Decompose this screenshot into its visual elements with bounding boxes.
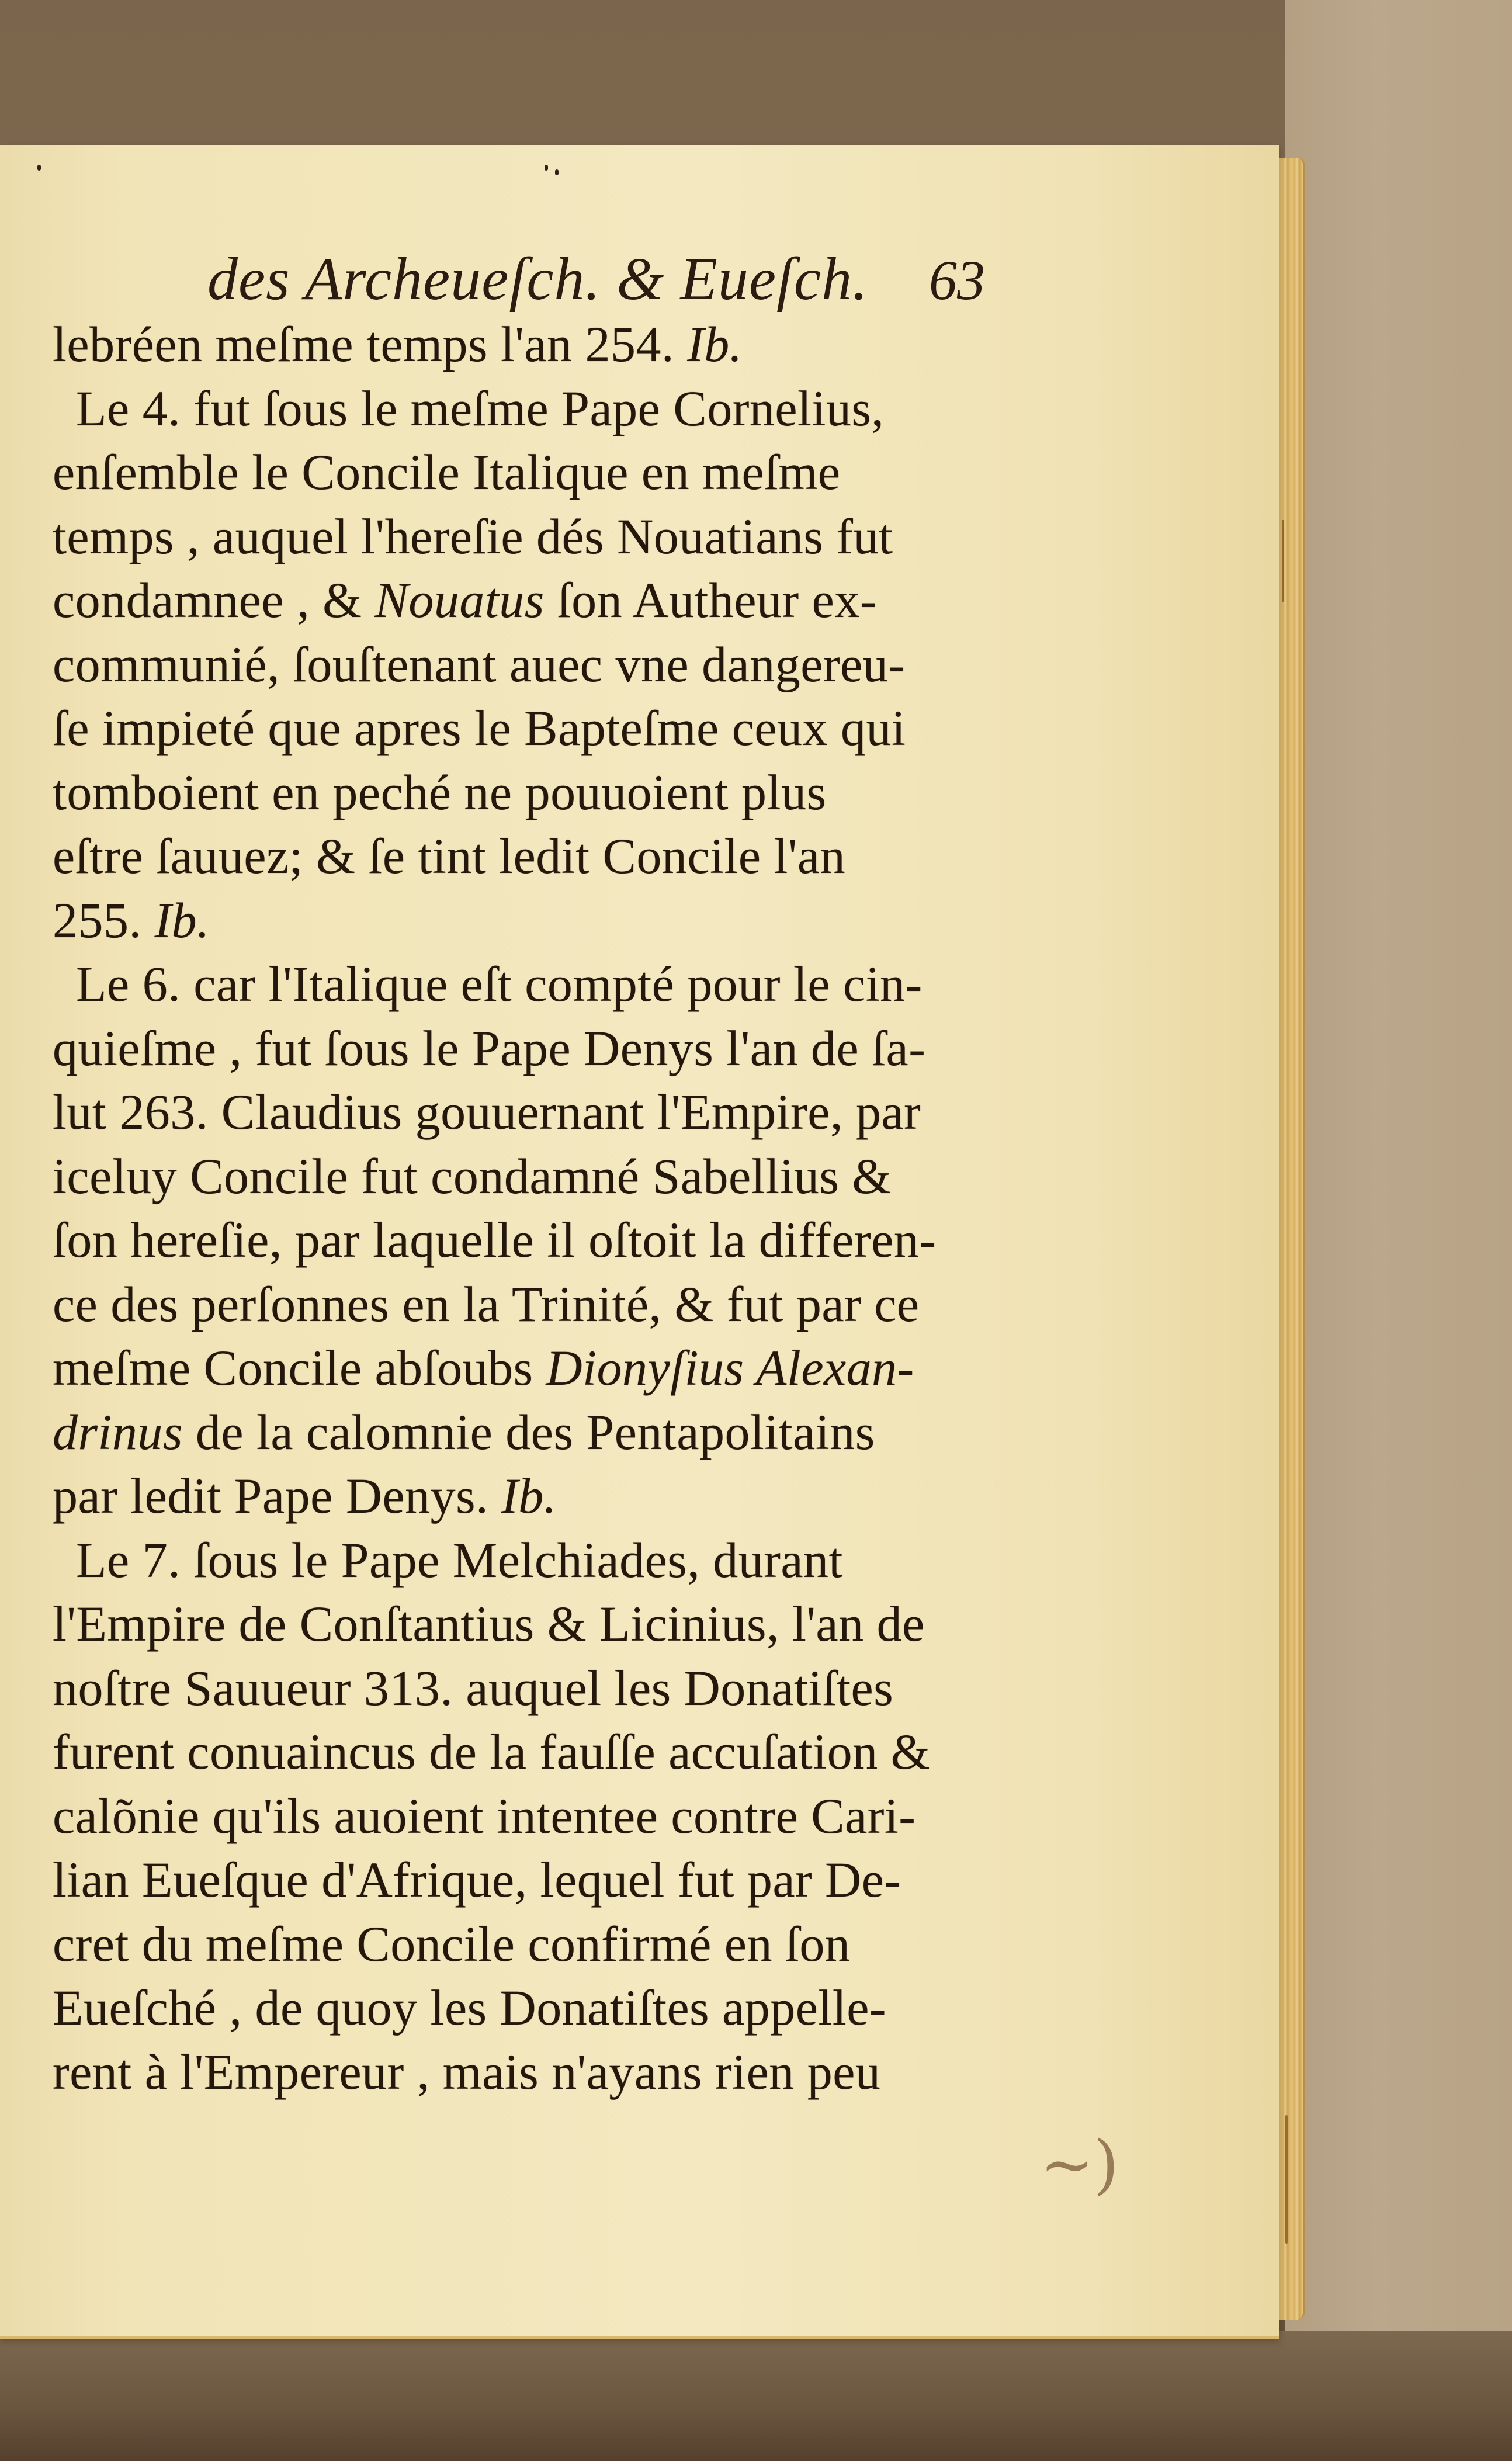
text-line <box>53 1336 1011 1401</box>
text-segment: furent conuaincus de la fauſſe accuſation & <box>53 1724 930 1780</box>
text-segment: ſon Autheur ex- <box>544 572 877 628</box>
text-line <box>53 313 1011 377</box>
italic-text: Dionyſius Alexan- <box>546 1340 914 1396</box>
text-line <box>53 952 1011 1017</box>
text-segment: lebréen meſme temps l'an 254. <box>53 316 688 372</box>
text-segment: condamnee , & <box>53 572 375 628</box>
running-title: des Archeueſch. & Eueſch. <box>207 245 869 313</box>
italic-text: Ib. <box>501 1468 557 1524</box>
text-segment: cret du meſme Concile confirmé en ſon <box>53 1915 851 1972</box>
text-segment: l'Empire de Conſtantius & Licinius, l'an de <box>53 1596 925 1652</box>
text-line <box>53 505 1011 569</box>
text-line <box>53 761 1011 825</box>
text-segment: noſtre Sauueur 313. auquel les Donatiſtes <box>53 1659 894 1716</box>
text-line <box>53 1273 1011 1337</box>
text-line <box>53 1528 1011 1593</box>
edge-wear-mark <box>1282 520 1284 602</box>
text-line <box>53 1720 1011 1784</box>
text-line <box>53 441 1011 505</box>
text-segment: calõnie qu'ils auoient intentee contre Cari- <box>53 1787 916 1844</box>
running-head <box>0 244 1279 320</box>
text-line <box>53 889 1011 953</box>
text-segment: ce des perſonnes en la Trinité, & fut par ce <box>53 1275 920 1332</box>
text-line <box>53 696 1011 761</box>
text-line <box>53 1017 1011 1081</box>
text-segment: par ledit Pape Denys. <box>53 1468 502 1524</box>
text-line <box>53 824 1011 889</box>
text-line <box>53 569 1011 633</box>
text-segment: de la calomnie des Pentapolitains <box>182 1403 875 1460</box>
text-line <box>53 1080 1011 1145</box>
text-line <box>53 1592 1011 1656</box>
italic-text: Nouatus <box>374 572 545 628</box>
text-segment: Eueſché , de quoy les Donatiſtes appelle- <box>53 1980 887 2036</box>
body-text <box>53 313 1011 2104</box>
edge-wear-mark <box>1285 2115 1288 2244</box>
ink-speck <box>545 165 548 171</box>
scan-backdrop-bottom <box>0 2331 1512 2461</box>
text-segment: ſon hereſie, par laquelle il oſtoit la differen- <box>53 1212 937 1268</box>
pencil-mark: ~) <box>1040 2127 1119 2202</box>
text-line <box>53 633 1011 697</box>
text-segment: iceluy Concile fut condamné Sabellius & <box>53 1148 892 1204</box>
text-line <box>53 1656 1011 1721</box>
italic-text: Ib. <box>154 892 210 948</box>
text-segment: communié, ſouſtenant auec vne dangereu- <box>53 636 906 692</box>
page-number: 63 <box>929 249 985 311</box>
text-line <box>53 1848 1011 1912</box>
text-segment: eſtre ſauuez; & ſe tint ledit Concile l'an <box>53 828 846 884</box>
text-segment: Le 4. fut ſous le meſme Pape Cornelius, <box>76 380 885 436</box>
text-line <box>53 377 1011 441</box>
ink-speck <box>555 169 559 175</box>
text-segment: Le 6. car l'Italique eſt compté pour le cin- <box>76 956 923 1012</box>
text-segment: rent à l'Empereur , mais n'ayans rien peu <box>53 2043 881 2100</box>
text-segment: Le 7. ſous le Pape Melchiades, durant <box>76 1531 843 1588</box>
text-line <box>53 2040 1011 2105</box>
text-line <box>53 1912 1011 1977</box>
text-line <box>53 1784 1011 1849</box>
text-segment: tomboient en peché ne pouuoient plus <box>53 764 827 820</box>
text-segment: temps , auquel l'hereſie dés Nouatians fut <box>53 508 893 564</box>
text-segment: enſemble le Concile Italique en meſme <box>53 444 841 500</box>
text-segment: lian Eueſque d'Afrique, lequel fut par De- <box>53 1852 901 1908</box>
text-line <box>53 1208 1011 1273</box>
text-line <box>53 1976 1011 2040</box>
text-line <box>53 1464 1011 1528</box>
text-line <box>53 1401 1011 1465</box>
text-segment: lut 263. Claudius gouuernant l'Empire, par <box>53 1084 921 1140</box>
text-segment: 255. <box>53 892 155 948</box>
text-segment: meſme Concile abſoubs <box>53 1340 546 1396</box>
scan-backdrop-right <box>1285 0 1512 2461</box>
text-segment: ſe impieté que apres le Bapteſme ceux qui <box>53 700 906 756</box>
ink-speck <box>37 165 41 171</box>
text-segment: quieſme , fut ſous le Pape Denys l'an de ſa- <box>53 1020 926 1076</box>
text-line <box>53 1145 1011 1209</box>
italic-text: Ib. <box>687 316 743 372</box>
italic-text: drinus <box>53 1403 183 1460</box>
